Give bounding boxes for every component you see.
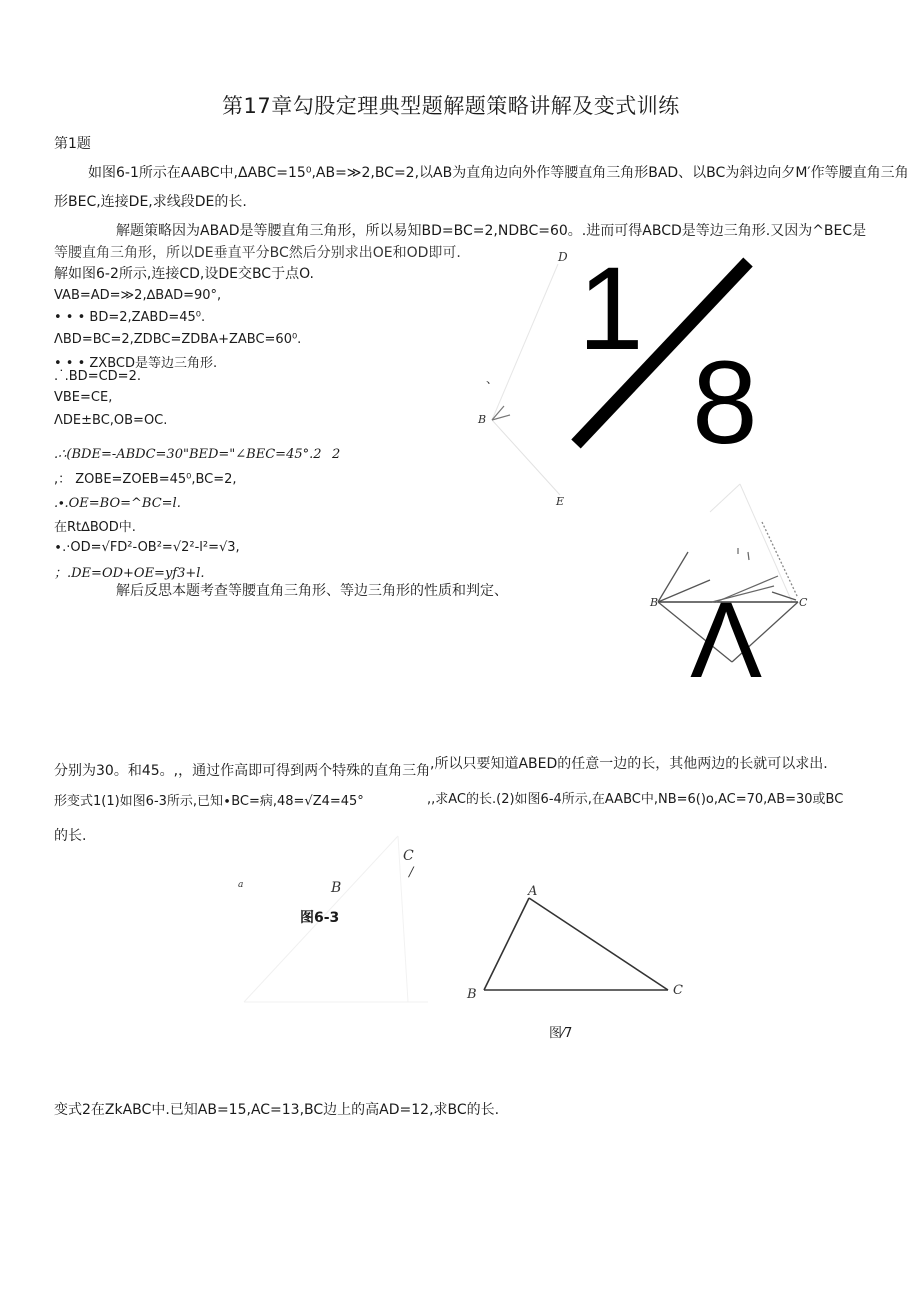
solution-line: • • • BD=2,ZABD=45⁰.	[54, 310, 206, 325]
fig61-label-e: E	[556, 495, 565, 508]
continuation-line-1b: ,所以只要知道ABED的任意一边的长，其他两边的长就可以求出.	[430, 756, 828, 772]
fig61-label-d: D	[558, 250, 568, 264]
fig63-label-a: a	[238, 880, 244, 890]
solution-fraction-denominator: 2	[332, 447, 341, 462]
fig62-label-c: C	[799, 596, 808, 609]
fig61-label-b: B	[478, 413, 487, 426]
solution-line: ΛBD=BC=2,ZDBC=ZDBA+ZABC=60⁰.	[54, 332, 302, 347]
variant-2-text: 变式2在ZkABC中.已知AB=15,AC=13,BC边上的高AD=12,求BC的长.	[54, 1102, 500, 1118]
fig64-label-b: B	[467, 987, 477, 1002]
solution-line: ；.DE=OD+OE=yf3+l.	[54, 566, 205, 581]
problem-line-1: 如图6-1所示在AABC中,ΔABC=15⁰,AB=≫2,BC=2,以AB为直角边向外作等腰直角三角形BAD、以BC为斜边向夕M′作等腰直角三角	[88, 165, 909, 181]
continuation-line-1a: 分别为30。和45。,，通过作高即可得到两个特殊的直角三角	[54, 763, 431, 779]
solution-line: • • • ZXBCD是等边三角形.	[54, 356, 218, 371]
overlay-caret-glyph: Λ	[690, 579, 763, 700]
solution-line: VBE=CE,	[54, 390, 113, 405]
continuation-line-2a: 形变式1(1)如图6-3所示,已知∙BC=病,48=√Z4=45°	[54, 794, 364, 809]
overlay-fraction-denominator: 8	[692, 337, 758, 469]
problem-line-2: 形BEC,连接DE,求线段DE的长.	[54, 194, 247, 210]
reflection-text: 解后反思本题考查等腰直角三角形、等边三角形的性质和判定、	[116, 583, 508, 599]
figure-6-4	[460, 880, 700, 1010]
solution-line: .∙.OE=BO=^BC=l.	[54, 496, 181, 511]
solution-line: 解如图6-2所示,连接CD,设DE交BC于点O.	[54, 266, 314, 282]
strategy-line-2: 等腰直角三角形，所以DE垂直平分BC然后分别求出OE和OD即可.	[54, 245, 461, 261]
continuation-line-3: 的长.	[54, 828, 87, 844]
fig61-mark: 、	[486, 372, 499, 386]
solution-line: ΛDE±BC,OB=OC.	[54, 413, 168, 428]
solution-line: .∴(BDE=-ABDC=30"BED="∠BEC=45°.2	[54, 447, 322, 462]
fig62-label-b: B	[650, 596, 659, 609]
page-title: 第17章勾股定理典型题解题策略讲解及变式训练	[222, 94, 680, 118]
overlay-fraction-numerator: 1	[578, 243, 644, 375]
fig64-caption: 图⁄7	[549, 1026, 573, 1041]
fig64-label-c: C	[673, 983, 683, 998]
solution-line: ,： ZOBE=ZOEB=45⁰,BC=2,	[54, 472, 237, 487]
fig63-caption: 图6-3	[300, 910, 340, 926]
section-heading: 第1题	[54, 136, 91, 152]
solution-line: .˙.BD=CD=2.	[54, 369, 141, 384]
solution-line: ∙.·OD=√FD²-OB²=√2²-l²=√3,	[54, 540, 240, 555]
continuation-line-2b: ,,求AC的长.(2)如图6-4所示,在AABC中,NB=6()o,AC=70,AB=30或BC	[427, 792, 844, 807]
fig63-mark: /	[409, 865, 414, 880]
fig64-label-a: A	[528, 884, 538, 899]
strategy-line-1: 解题策略因为ABAD是等腰直角三角形，所以易知BD=BC=2,NDBC=60。.进而可得ABCD是等边三角形.又因为^BEC是	[116, 223, 867, 239]
solution-line: 在Rt∆BOD中.	[54, 520, 136, 535]
fig63-label-c: C	[403, 848, 414, 864]
fig63-label-b: B	[331, 880, 342, 896]
solution-line: VAB=AD=≫2,∆BAD=90°,	[54, 288, 222, 303]
